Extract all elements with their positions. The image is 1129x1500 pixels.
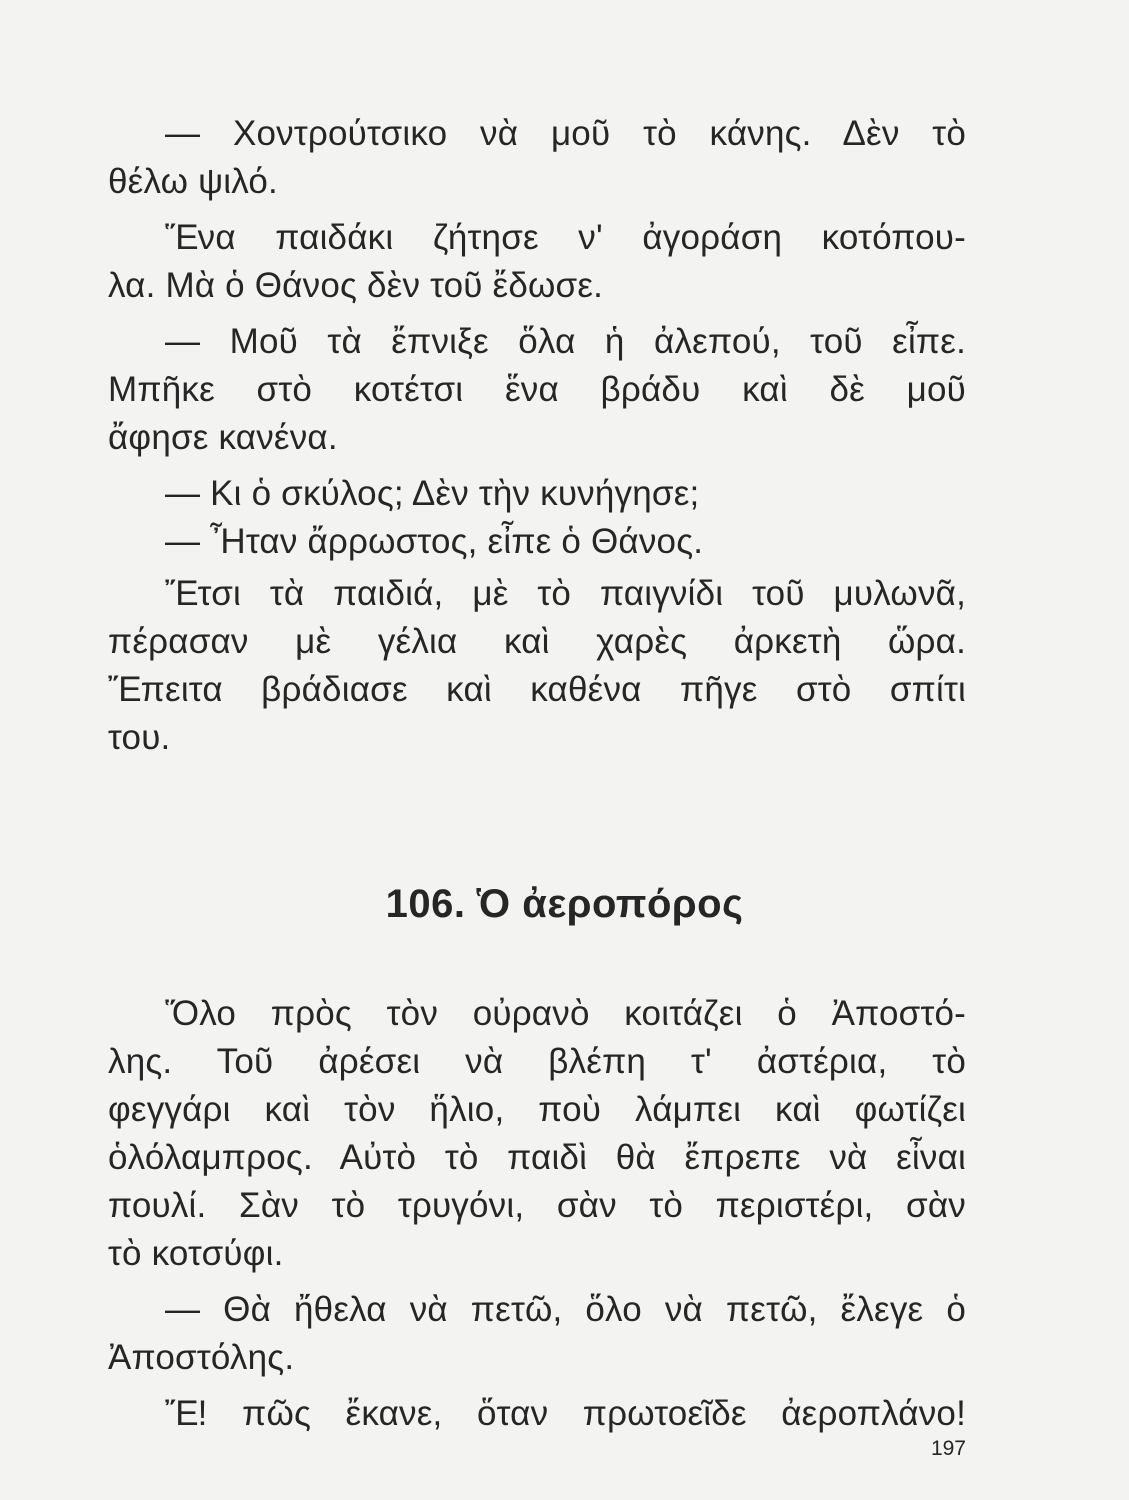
page-number: 197 [930,1437,966,1460]
text-line: πουλί. Σὰν τὸ τρυγόνι, σὰν τὸ περιστέρι, σὰν [108,1186,966,1225]
text-line: Ἔπειτα βράδιασε καὶ καθένα πῆγε στὸ σπίτι [108,670,966,709]
text-line: λα. Μὰ ὁ Θάνος δὲν τοῦ ἔδωσε. [108,266,604,305]
text-line: — Ἦταν ἄρρωστος, εἶπε ὁ Θάνος. [165,522,704,561]
text-line: — Θὰ ἤθελα νὰ πετῶ, ὅλο νὰ πετῶ, ἔλεγε ὁ [165,1290,966,1329]
text-line: φεγγάρι καὶ τὸν ἥλιο, ποὺ λάμπει καὶ φωτίζει [108,1090,966,1129]
text-line: του. [108,718,171,757]
text-line: ἄφησε κανένα. [108,418,338,457]
text-line: Ἕνα παιδάκι ζήτησε ν' ἀγοράση κοτόπου- [165,218,966,257]
text-line: Μπῆκε στὸ κοτέτσι ἕνα βράδυ καὶ δὲ μοῦ [108,370,966,409]
section-title: 106. Ὁ ἀεροπόρος [385,882,744,926]
text-line: — Χοντρούτσικο νὰ μοῦ τὸ κάνης. Δὲν τὸ [165,114,966,153]
text-line: — Μοῦ τὰ ἔπνιξε ὅλα ἡ ἀλεπού, τοῦ εἶπε. [165,322,966,361]
text-line: Ἔτσι τὰ παιδιά, μὲ τὸ παιγνίδι τοῦ μυλωνᾶ, [165,574,966,613]
text-line: θέλω ψιλό. [108,162,278,201]
text-line: Ὅλο πρὸς τὸν οὐρανὸ κοιτάζει ὁ Ἀποστό- [165,994,966,1033]
text-line: Ἀποστόλης. [108,1338,295,1377]
text-line: — Κι ὁ σκύλος; Δὲν τὴν κυνήγησε; [165,474,700,513]
text-line: λης. Τοῦ ἀρέσει νὰ βλέπη τ' ἀστέρια, τὸ [108,1042,966,1081]
text-line: πέρασαν μὲ γέλια καὶ χαρὲς ἀρκετὴ ὥρα. [108,622,966,661]
text-line: τὸ κοτσύφι. [108,1234,284,1273]
text-line: Ἔ! πῶς ἔκανε, ὅταν πρωτοεῖδε ἀεροπλάνο! [165,1394,966,1433]
text-line: ὁλόλαμπρος. Αὐτὸ τὸ παιδὶ θὰ ἔπρεπε νὰ εἶναι [108,1138,966,1177]
